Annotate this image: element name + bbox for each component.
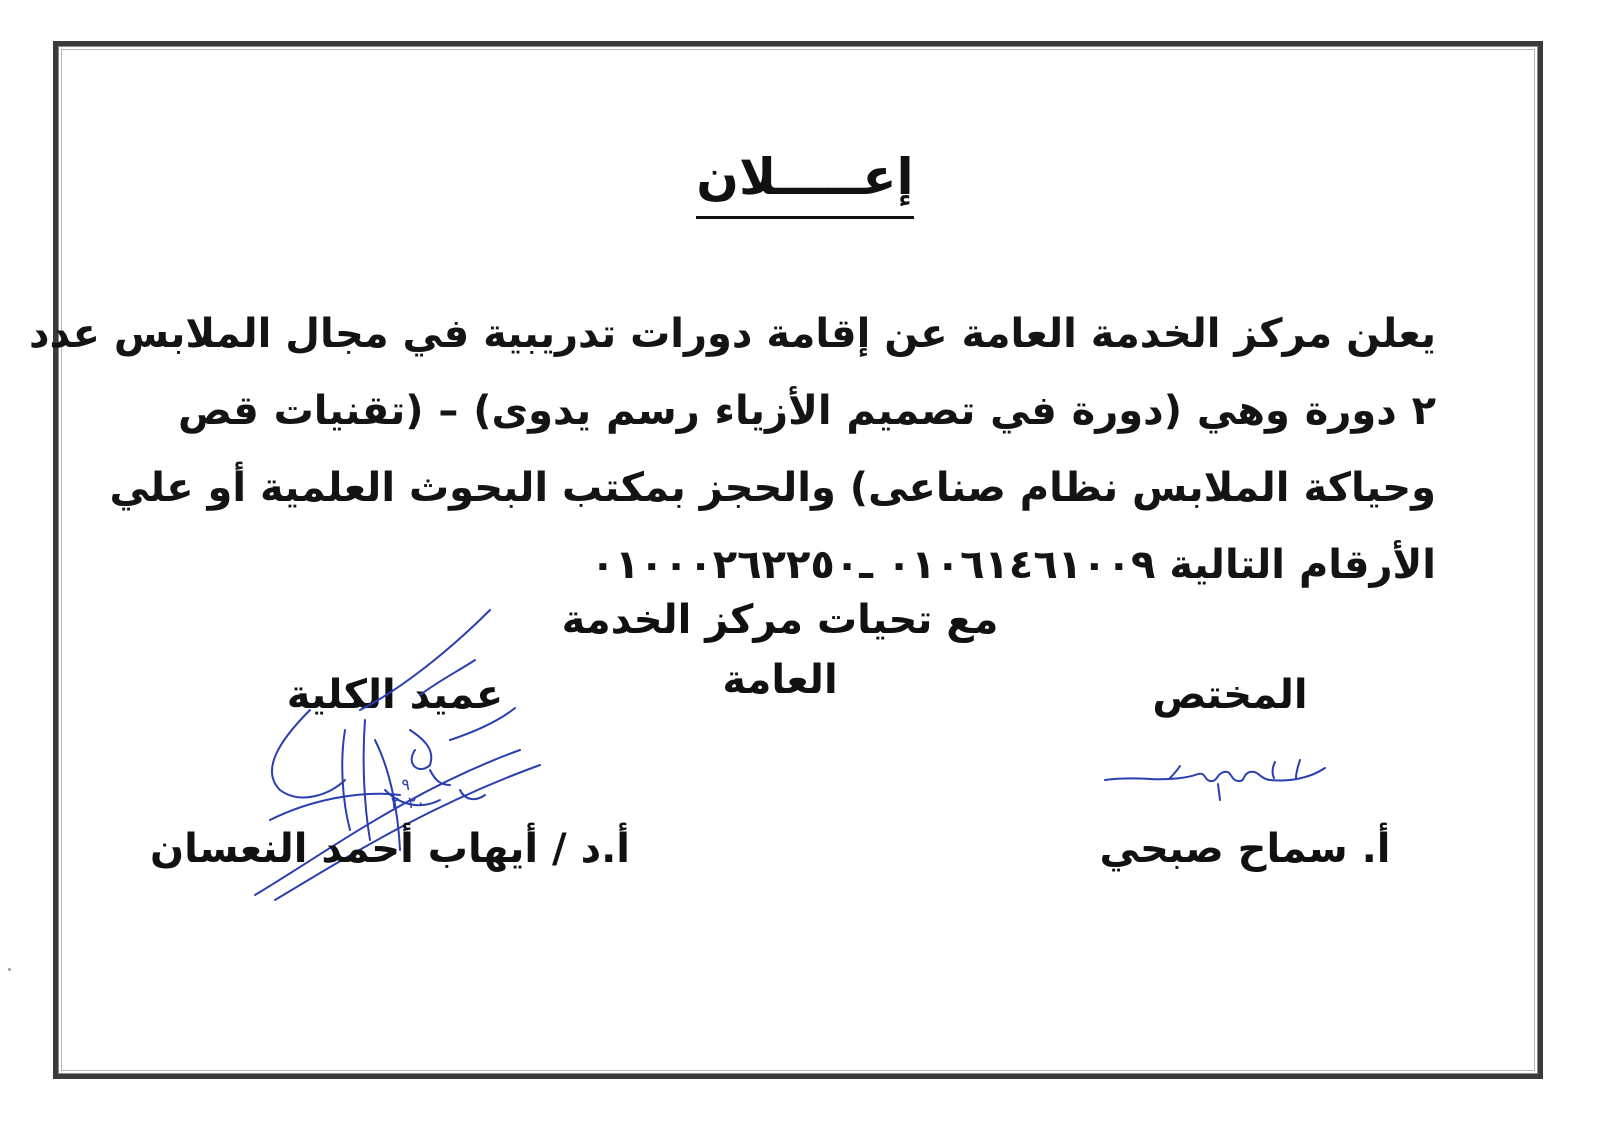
specialist-title: المختص [1152,672,1308,718]
scan-speck [8,968,11,971]
dean-name: أ.د / أيهاب أحمد النعسان [149,826,630,872]
body-line-4: الأرقام التالية ٠١٠٦١٤٦١٠٠٩ ـ٠١٠٠٠٢٦٢٢٥٠ [590,542,1436,588]
svg-text:٢٠٢٠: ٢٠٢٠ [390,793,425,812]
body-line-3: وحياكة الملابس نظام صناعى) والحجز بمكتب البحوث العلمية أو علي [109,465,1436,511]
closing-greeting: مع تحيات مركز الخدمة العامة [561,597,999,703]
body-line-1: يعلن مركز الخدمة العامة عن إقامة دورات تدريبية في مجال الملابس عدد [28,311,1436,357]
svg-text:٩: ٩ [401,775,410,794]
announcement-body [28,296,1436,604]
body-line-2: ٢ دورة وهي (دورة في تصميم الأزياء رسم يدوى) – (تقنيات قص [178,388,1436,434]
announcement-title: إعـــــلان [0,142,1600,219]
specialist-name: أ. سماح صبحي [1099,826,1391,872]
dean-title: عميد الكلية [286,672,504,718]
